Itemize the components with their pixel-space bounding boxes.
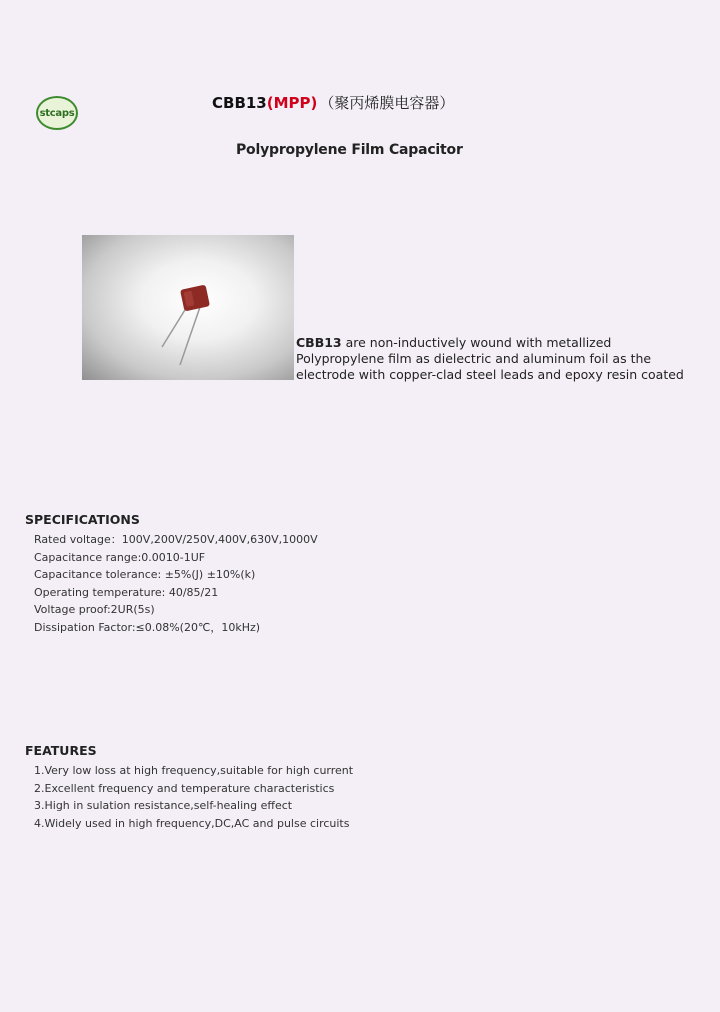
- specifications-list: [34, 531, 318, 636]
- page-title: [212, 92, 454, 113]
- stcaps-logo: [36, 96, 78, 130]
- title-model: CBB13: [212, 94, 267, 112]
- product-photo: [82, 235, 294, 380]
- spec-item: Operating temperature: 40/85/21: [34, 585, 219, 599]
- feature-item: 4.Widely used in high frequency,DC,AC and pulse circuits: [34, 816, 350, 830]
- capacitor-illustration: [82, 235, 294, 380]
- features-heading: FEATURES: [25, 743, 97, 758]
- feature-item: 3.High in sulation resistance,self-healing effect: [34, 799, 293, 812]
- spec-item: Voltage proof:2UR(5s): [34, 603, 155, 616]
- page-subtitle: Polypropylene Film Capacitor: [236, 142, 463, 158]
- logo-text: stcaps: [39, 107, 75, 119]
- feature-item: 1.Very low loss at high frequency,suitable for high current: [34, 764, 354, 777]
- title-chinese: （聚丙烯膜电容器）: [319, 94, 455, 112]
- description-lead: CBB13: [296, 335, 342, 350]
- features-list: [34, 762, 353, 832]
- capacitor-body: [180, 285, 210, 312]
- specifications-heading: SPECIFICATIONS: [25, 512, 140, 527]
- capacitor-lead-left: [162, 305, 188, 347]
- spec-item: Dissipation Factor:≤0.08%(20℃，10kHz): [34, 620, 261, 634]
- feature-item: 2.Excellent frequency and temperature characteristics: [34, 781, 335, 795]
- spec-item: Capacitance tolerance: ±5%(J) ±10%(k): [34, 568, 256, 581]
- description-text: are non-inductively wound with metallized Polypropylene film as dielectric and aluminum foil as the electrode with copper-clad steel leads and epoxy resin coated: [296, 335, 684, 382]
- capacitor-lead-right: [180, 307, 200, 365]
- title-code: (MPP): [266, 94, 318, 112]
- product-description: [296, 335, 696, 383]
- spec-item: Capacitance range:0.0010-1UF: [34, 550, 206, 564]
- spec-item: Rated voltage：100V,200V/250V,400V,630V,1000V: [34, 533, 318, 546]
